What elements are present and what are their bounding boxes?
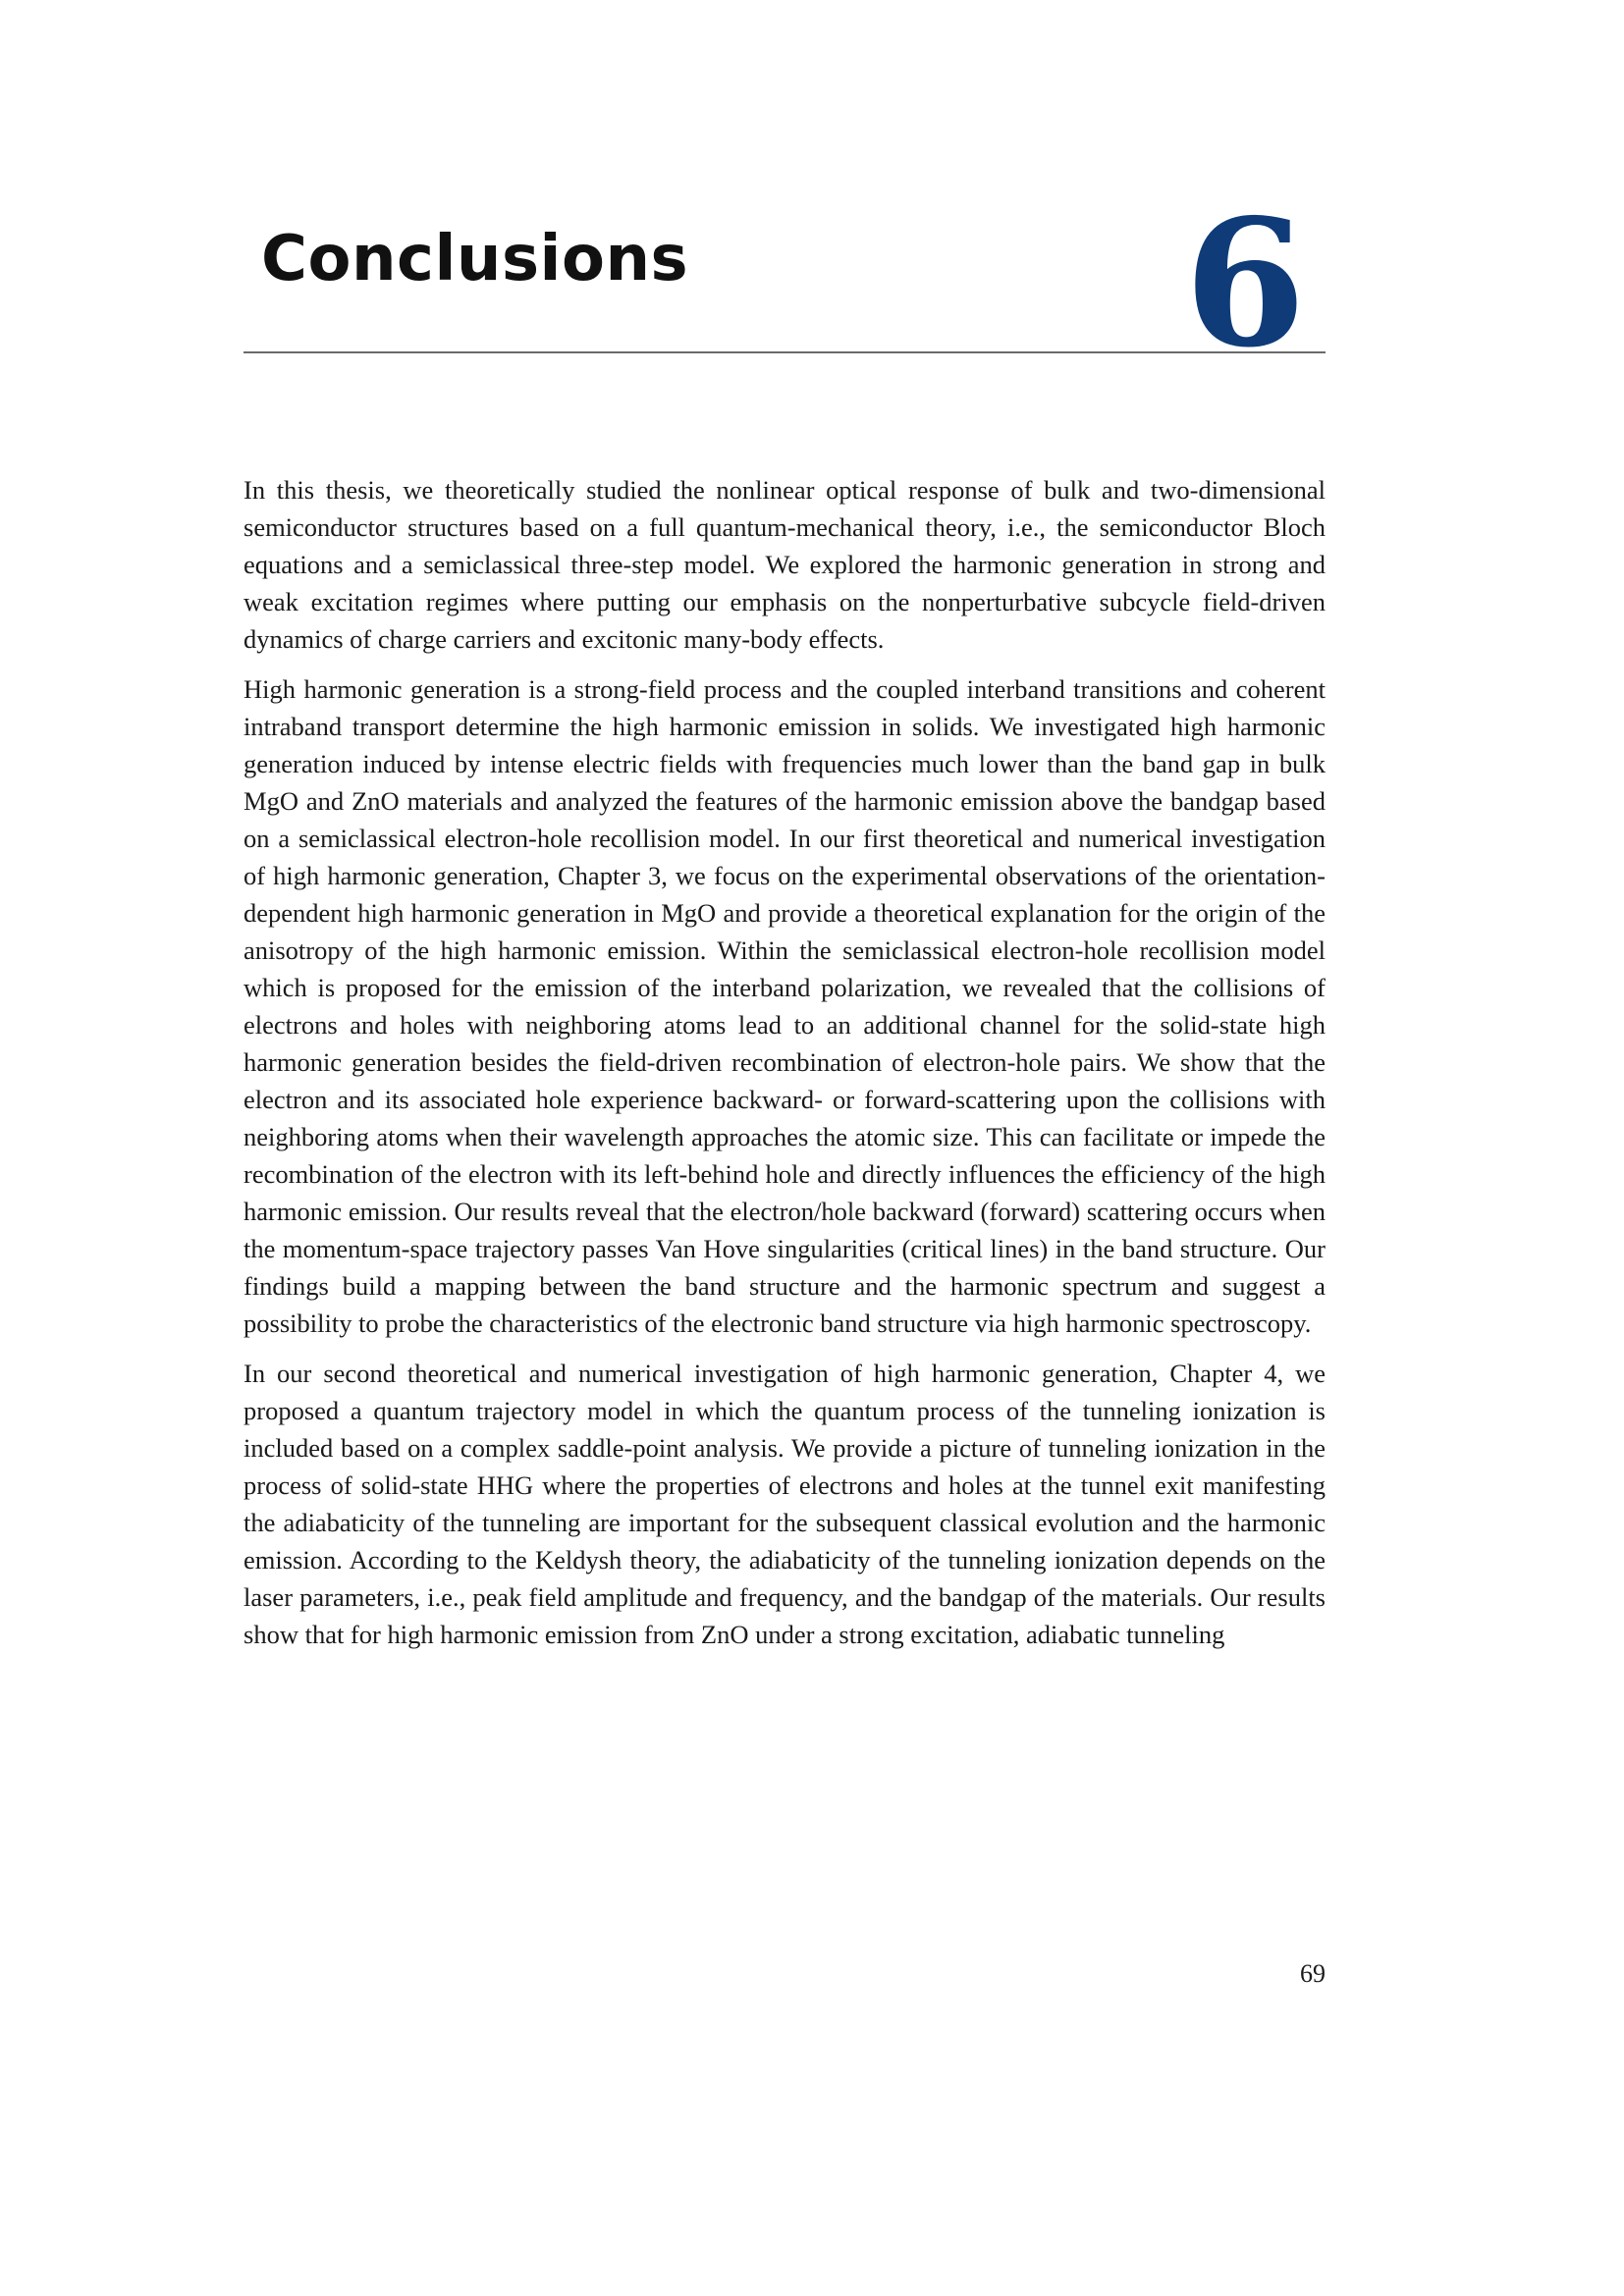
body-text [244, 471, 1326, 1666]
paragraph-1: In this thesis, we theoretically studied the nonlinear optical response of bulk and two-dimensional semiconductor structures based on a full quantum-mechanical theory, i.e., the semiconductor Bloch equations and a semiclassical three-step model. We explored the harmonic generation in strong and weak excitation regimes where putting our emphasis on the nonperturbative subcycle field-driven dynamics of charge carriers and excitonic many-body effects. [244, 475, 1326, 654]
page-number: 69 [1300, 1959, 1326, 1988]
paragraph-3: In our second theoretical and numerical investigation of high harmonic generation, Chapter 4, we proposed a quantum trajectory model in which the quantum process of the tunneling ionization is included based on a complex saddle-point analysis. We provide a picture of tunneling ionization in the process of solid-state HHG where the properties of electrons and holes at the tunnel exit manifesting the adiabaticity of the tunneling are important for the subsequent classical evolution and the harmonic emission. According to the Keldysh theory, the adiabaticity of the tunneling ionization depends on the laser parameters, i.e., peak field amplitude and frequency, and the bandgap of the materials. Our results show that for high harmonic emission from ZnO under a strong excitation, adiabatic tunneling [244, 1359, 1326, 1649]
chapter-number: 6 [1184, 181, 1306, 386]
chapter-header [244, 181, 1326, 386]
chapter-title: Conclusions [261, 223, 689, 295]
paragraph-2: High harmonic generation is a strong-field process and the coupled interband transitions and coherent intraband transport determine the high harmonic emission in solids. We investigated high harmonic generation induced by intense electric fields with frequencies much lower than the band gap in bulk MgO and ZnO materials and analyzed the features of the harmonic emission above the bandgap based on a semiclassical electron-hole recollision model. In our first theoretical and numerical investigation of high harmonic generation, Chapter 3, we focus on the experimental observations of the orientation-dependent high harmonic generation in MgO and provide a theoretical explanation for the origin of the anisotropy of the high harmonic emission. Within the semiclassical electron-hole recollision model which is proposed for the emission of the interband polarization, we revealed that the collisions of electrons and holes with neighboring atoms lead to an additional channel for the solid-state high harmonic generation besides the field-driven recombination of electron-hole pairs. We show that the electron and its associated hole experience backward- or forward-scattering upon the collisions with neighboring atoms when their wavelength approaches the atomic size. This can facilitate or impede the recombination of the electron with its left-behind hole and directly influences the efficiency of the high harmonic emission. Our results reveal that the electron/hole backward (forward) scattering occurs when the momentum-space trajectory passes Van Hove singularities (critical lines) in the band structure. Our findings build a mapping between the band structure and the harmonic spectrum and suggest a possibility to probe the characteristics of the electronic band structure via high harmonic spectroscopy. [244, 674, 1326, 1338]
